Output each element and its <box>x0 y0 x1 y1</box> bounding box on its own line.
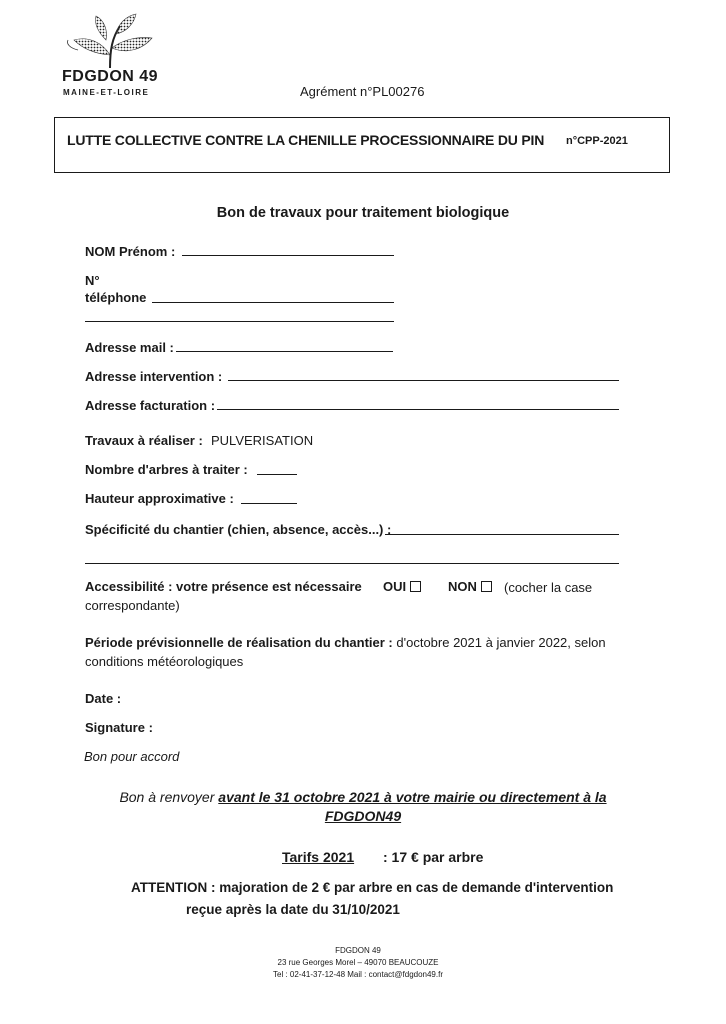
org-name: FDGDON 49 <box>62 68 159 85</box>
facturation-field[interactable] <box>217 409 619 410</box>
oui-checkbox[interactable] <box>410 581 421 592</box>
agrement-number: Agrément n°PL00276 <box>300 84 425 99</box>
periode-line1 <box>85 635 606 650</box>
oui-label: OUI <box>383 579 407 594</box>
tel-label-line2: téléphone <box>85 290 147 305</box>
periode-value: d'octobre 2021 à janvier 2022, selon <box>396 635 606 650</box>
footer-contact: Tel : 02-41-37-12-48 Mail : contact@fdgdon49.fr <box>273 970 443 979</box>
travaux-label: Travaux à réaliser : <box>85 433 203 448</box>
intervention-field[interactable] <box>228 380 619 381</box>
renvoyer-org: FDGDON49 <box>324 808 402 824</box>
oui-option[interactable] <box>383 579 421 594</box>
signature-label: Signature : <box>85 720 153 735</box>
title-box <box>54 117 670 173</box>
periode-label: Période prévisionnelle de réalisation du chantier : <box>85 635 393 650</box>
non-option[interactable] <box>448 579 492 594</box>
cocher-hint: (cocher la case <box>504 580 593 595</box>
tel-label-line1: N° <box>85 273 100 288</box>
mail-label: Adresse mail : <box>85 340 174 355</box>
form-heading: Bon de travaux pour traitement biologique <box>216 205 510 221</box>
hauteur-label: Hauteur approximative : <box>85 491 234 506</box>
non-checkbox[interactable] <box>481 581 492 592</box>
facturation-label: Adresse facturation : <box>85 398 216 413</box>
arbres-field[interactable] <box>257 474 297 475</box>
document-title: LUTTE COLLECTIVE CONTRE LA CHENILLE PROCESSIONNAIRE DU PIN <box>67 132 545 148</box>
nom-label: NOM Prénom : <box>85 244 176 259</box>
plant-leaf-icon <box>60 10 160 70</box>
renvoyer-deadline: avant le 31 octobre 2021 à votre mairie ou directement à la <box>218 789 607 805</box>
tarifs-value: : 17 € par arbre <box>383 849 484 865</box>
attention-line2: reçue après la date du 31/10/2021 <box>186 902 400 917</box>
bon-pour-accord: Bon pour accord <box>84 749 180 764</box>
tarifs-label: Tarifs 2021 <box>282 849 355 865</box>
footer-street: 23 rue Georges Morel – 49070 BEAUCOUZE <box>277 958 439 967</box>
nom-field[interactable] <box>182 255 394 256</box>
logo <box>60 10 160 105</box>
travaux-value: PULVERISATION <box>211 433 314 448</box>
document-reference: n°CPP-2021 <box>566 135 628 147</box>
specificite-field-extra[interactable] <box>85 563 619 564</box>
footer-org-name: FDGDON 49 <box>335 946 381 955</box>
mail-field[interactable] <box>176 351 393 352</box>
renvoyer-note <box>0 789 726 805</box>
attention-line1: ATTENTION : majoration de 2 € par arbre en cas de demande d'intervention <box>131 880 614 895</box>
tel-field[interactable] <box>152 302 394 303</box>
accessibilite-label: Accessibilité : votre présence est nécessaire <box>85 579 362 594</box>
periode-line2: conditions météorologiques <box>85 654 244 669</box>
specificite-label: Spécificité du chantier (chien, absence, accès...) : <box>85 522 392 537</box>
cocher-hint-line2: correspondante) <box>85 598 180 613</box>
non-label: NON <box>448 579 477 594</box>
date-label: Date : <box>85 691 122 706</box>
hauteur-field[interactable] <box>241 503 297 504</box>
intervention-label: Adresse intervention : <box>85 369 223 384</box>
renvoyer-prefix: Bon à renvoyer <box>119 789 219 805</box>
org-region: MAINE-ET-LOIRE <box>63 88 150 97</box>
arbres-label: Nombre d'arbres à traiter : <box>85 462 248 477</box>
tel-field-extra[interactable] <box>85 321 394 322</box>
specificite-field[interactable] <box>385 534 619 535</box>
